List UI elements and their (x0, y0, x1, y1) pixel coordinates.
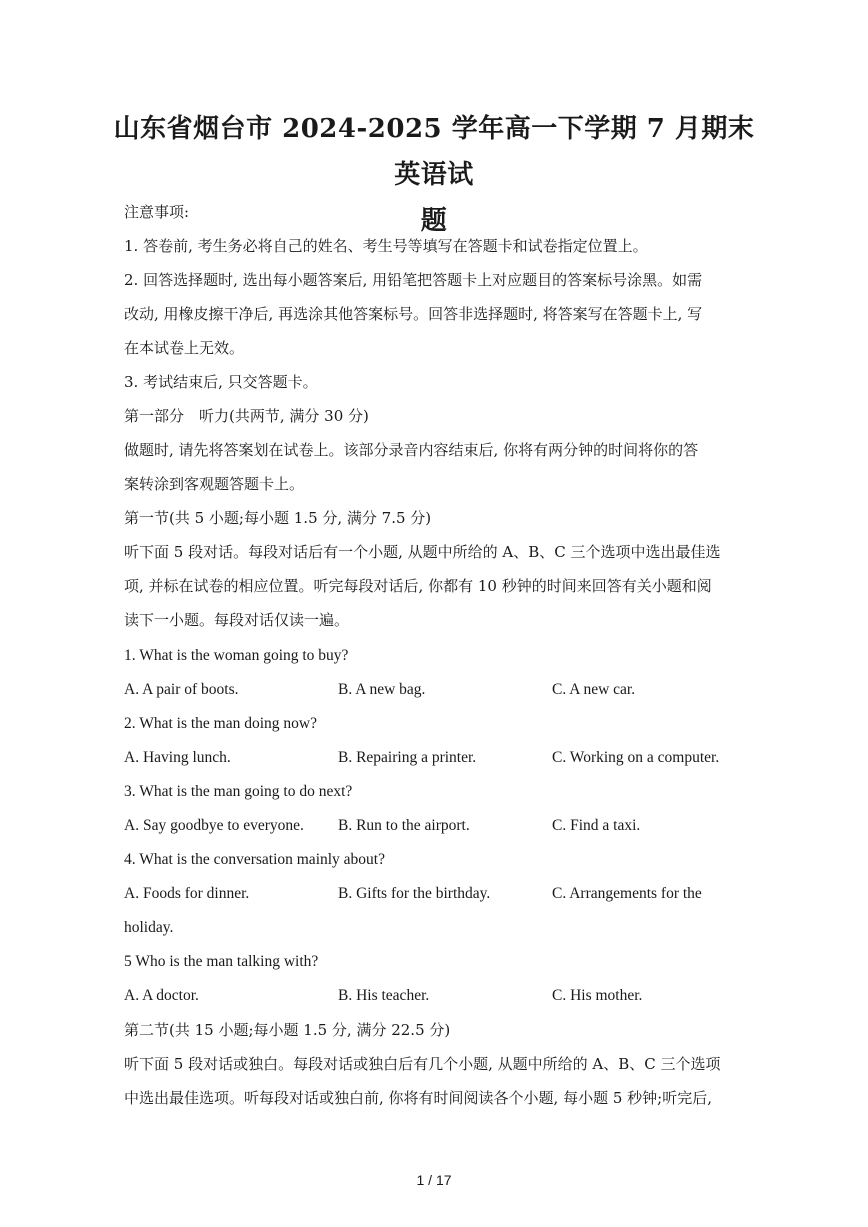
question-2-option-b: B. Repairing a printer. (338, 749, 477, 766)
section2-heading: 第二节(共 15 小题;每小题 1.5 分, 满分 22.5 分) (124, 1021, 451, 1039)
part1-intro-line-2: 案转涂到客观题答题卡上。 (124, 475, 305, 493)
section2-intro-line-1: 听下面 5 段对话或独白。每段对话或独白后有几个小题, 从题中所给的 A、B、C 三个选项 (124, 1055, 721, 1073)
question-5-stem: 5 Who is the man talking with? (124, 953, 319, 970)
section1-intro-line-2: 项, 并标在试卷的相应位置。听完每段对话后, 你都有 10 秒钟的时间来回答有关小题和阅 (124, 577, 712, 595)
question-5-option-a: A. A doctor. (124, 987, 199, 1004)
title-line-1: 山东省烟台市 2024-2025 学年高一下学期 7 月期末英语试 (113, 114, 755, 190)
question-1-stem: 1. What is the woman going to buy? (124, 647, 349, 664)
question-2-stem: 2. What is the man doing now? (124, 715, 318, 732)
page-number: 1 / 17 (416, 1172, 452, 1188)
question-2-option-c: C. Working on a computer. (552, 749, 720, 766)
question-3-option-c: C. Find a taxi. (552, 817, 641, 834)
part1-intro-line-1: 做题时, 请先将答案划在试卷上。该部分录音内容结束后, 你将有两分钟的时间将你的答 (124, 441, 699, 459)
notes-heading: 注意事项: (124, 203, 190, 221)
note-item-2-line-1: 2. 回答选择题时, 选出每小题答案后, 用铅笔把答题卡上对应题目的答案标号涂黑。如需 (124, 271, 703, 289)
question-4-option-c: C. Arrangements for the (552, 885, 702, 902)
note-item-2-line-3: 在本试卷上无效。 (124, 339, 245, 357)
section1-heading: 第一节(共 5 小题;每小题 1.5 分, 满分 7.5 分) (124, 509, 432, 527)
note-item-2-line-2: 改动, 用橡皮擦干净后, 再选涂其他答案标号。回答非选择题时, 将答案写在答题卡上, 写 (124, 305, 703, 323)
section2-intro-line-2: 中选出最佳选项。听每段对话或独白前, 你将有时间阅读各个小题, 每小题 5 秒钟;听完后, (124, 1089, 712, 1107)
section1-intro-line-3: 读下一小题。每段对话仅读一遍。 (124, 611, 350, 629)
note-item-3: 3. 考试结束后, 只交答题卡。 (124, 373, 318, 391)
question-4-option-a: A. Foods for dinner. (124, 885, 250, 902)
question-5-option-b: B. His teacher. (338, 987, 430, 1004)
note-item-1: 1. 答卷前, 考生务必将自己的姓名、考生号等填写在答题卡和试卷指定位置上。 (124, 237, 648, 255)
question-1-option-a: A. A pair of boots. (124, 681, 239, 698)
part1-heading: 第一部分 听力(共两节, 满分 30 分) (124, 407, 369, 425)
question-1-option-b: B. A new bag. (338, 681, 426, 698)
question-5-option-c: C. His mother. (552, 987, 643, 1004)
question-1-option-c: C. A new car. (552, 681, 636, 698)
section1-intro-line-1: 听下面 5 段对话。每段对话后有一个小题, 从题中所给的 A、B、C 三个选项中选出最佳选 (124, 543, 721, 561)
question-4-stem: 4. What is the conversation mainly about? (124, 851, 385, 868)
question-3-option-a: A. Say goodbye to everyone. (124, 817, 304, 834)
question-4-option-b: B. Gifts for the birthday. (338, 885, 491, 902)
title-line-2: 题 (420, 206, 448, 236)
exam-title (110, 106, 758, 244)
question-2-option-a: A. Having lunch. (124, 749, 231, 766)
question-3-option-b: B. Run to the airport. (338, 817, 470, 834)
question-3-stem: 3. What is the man going to do next? (124, 783, 353, 800)
question-4-option-c-wrap: holiday. (124, 919, 174, 936)
